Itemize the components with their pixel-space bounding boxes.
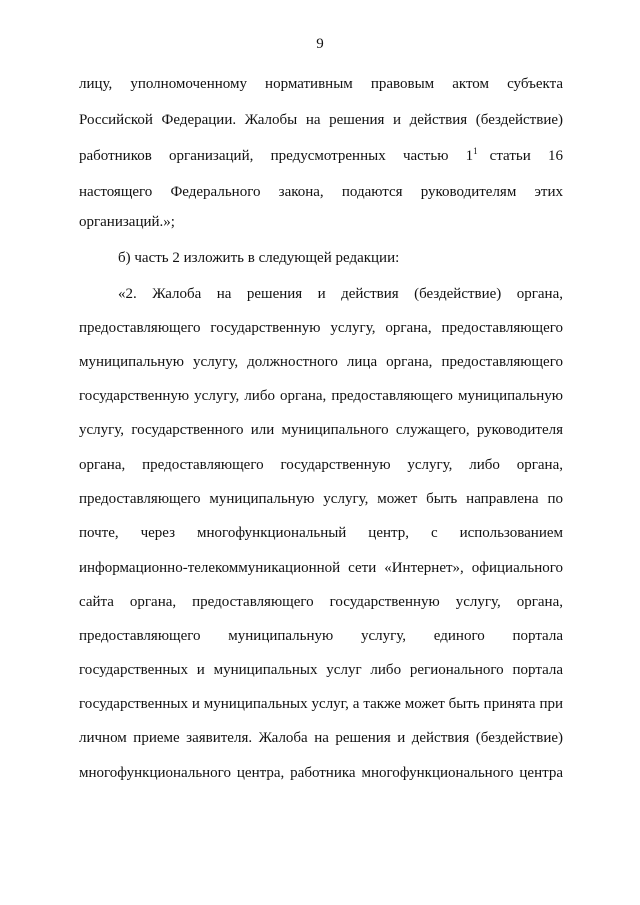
text-line: информационно-телекоммуникационной сети «Интернет», официального — [79, 560, 563, 576]
text-line: органа, предоставляющего государственную услугу, либо органа, — [79, 457, 563, 473]
text-line: предоставляющего муниципальную услугу, может быть направлена по — [79, 491, 563, 507]
text-line: муниципальную услугу, должностного лица органа, предоставляющего — [79, 354, 563, 370]
text-line: организаций.»; — [79, 214, 175, 230]
text-line: личном приеме заявителя. Жалоба на решения и действия (бездействие) — [79, 730, 563, 746]
text-line-with-superscript — [79, 147, 563, 165]
text-line: государственную услугу, либо органа, предоставляющего муниципальную — [79, 388, 563, 404]
text-line: почте, через многофункциональный центр, с использованием — [79, 525, 563, 541]
text-segment: работников организаций, предусмотренных частью 1 — [79, 148, 474, 164]
text-line: государственных и муниципальных услуг, а также может быть принята при — [79, 696, 563, 712]
text-line: лицу, уполномоченному нормативным правовым актом субъекта — [79, 76, 563, 92]
text-line: многофункционального центра, работника многофункционального центра — [79, 765, 563, 781]
page-number: 9 — [316, 36, 324, 52]
text-segment: статьи 16 — [489, 148, 563, 164]
text-line: «2. Жалоба на решения и действия (бездействие) органа, — [118, 286, 563, 302]
text-line: Российской Федерации. Жалобы на решения и действия (бездействие) — [79, 112, 563, 128]
text-line: сайта органа, предоставляющего государственную услугу, органа, — [79, 594, 563, 610]
text-line: предоставляющего государственную услугу, органа, предоставляющего — [79, 320, 563, 336]
text-line: предоставляющего муниципальную услугу, единого портала — [79, 628, 563, 644]
superscript: 1 — [473, 146, 478, 156]
text-line: настоящего Федерального закона, подаются руководителям этих — [79, 184, 563, 200]
text-line: услугу, государственного или муниципального служащего, руководителя — [79, 422, 563, 438]
text-line: б) часть 2 изложить в следующей редакции: — [118, 250, 400, 266]
text-line: государственных и муниципальных услуг либо регионального портала — [79, 662, 563, 678]
